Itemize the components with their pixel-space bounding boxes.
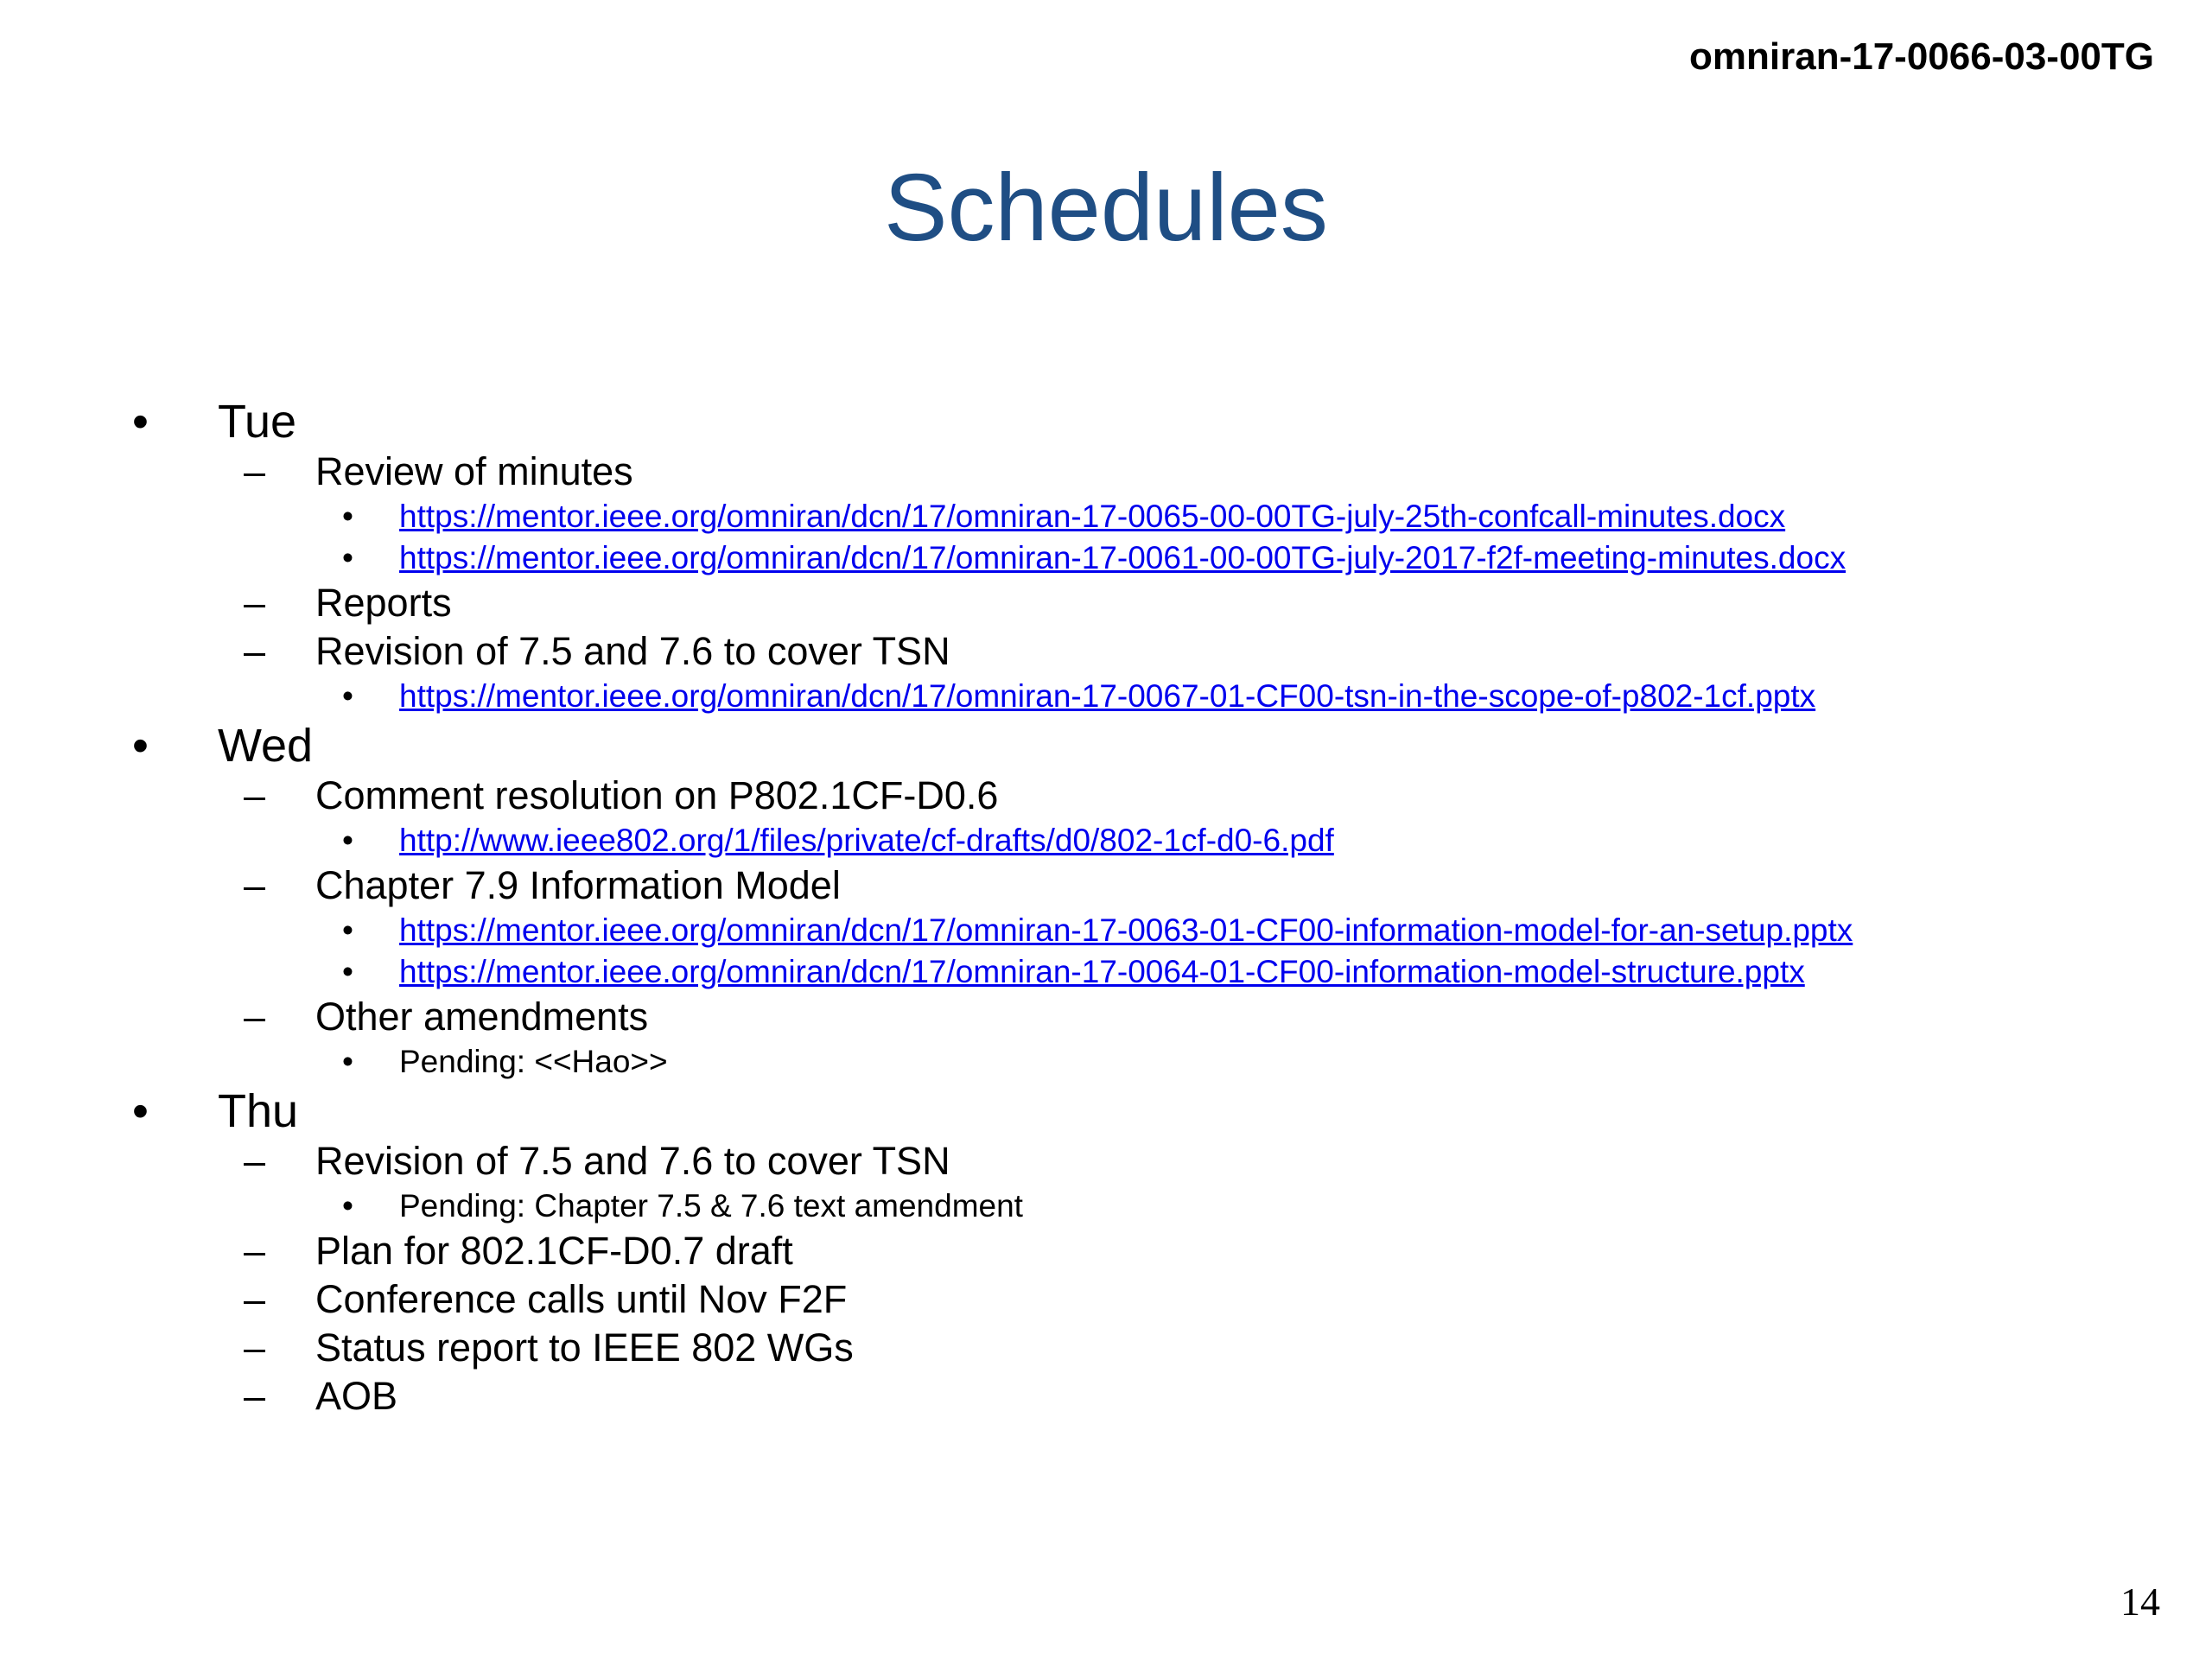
document-id: omniran-17-0066-03-00TG [1689, 35, 2154, 78]
agenda-item-text: Chapter 7.9 Information Model [315, 863, 841, 907]
bullet-marker: • [342, 1044, 353, 1079]
bullet-marker: • [132, 720, 149, 772]
agenda-item [0, 1374, 2212, 1419]
day-heading-thu [0, 1087, 2212, 1135]
bullet-marker: • [342, 912, 353, 948]
bullet-marker: • [132, 396, 149, 448]
document-link-item [0, 539, 2212, 577]
note-text: Pending: <<Hao>> [399, 1044, 668, 1079]
bullet-marker: • [342, 1188, 353, 1224]
bullet-marker: • [342, 499, 353, 534]
agenda-item-text: Revision of 7.5 and 7.6 to cover TSN [315, 629, 950, 673]
agenda-item [0, 629, 2212, 674]
slide-title: Schedules [884, 155, 1328, 261]
agenda-item-text: Plan for 802.1CF-D0.7 draft [315, 1229, 793, 1273]
agenda-item [0, 1277, 2212, 1322]
day-label: Wed [218, 720, 314, 772]
agenda-item [0, 1229, 2212, 1274]
bullet-marker: • [342, 678, 353, 714]
agenda-item-text: AOB [315, 1374, 398, 1418]
document-link[interactable]: https://mentor.ieee.org/omniran/dcn/17/omniran-17-0063-01-CF00-information-model-for-an-setup.pptx [399, 912, 1853, 948]
document-link-item [0, 953, 2212, 991]
dash-marker: – [244, 1277, 266, 1321]
dash-marker: – [244, 629, 266, 673]
dash-marker: – [244, 995, 266, 1039]
schedule-outline [0, 397, 2212, 1419]
document-link[interactable]: https://mentor.ieee.org/omniran/dcn/17/omniran-17-0064-01-CF00-information-model-structure.pptx [399, 954, 1805, 989]
bullet-marker: • [132, 1085, 149, 1137]
note-item [0, 1043, 2212, 1081]
agenda-item [0, 1325, 2212, 1370]
agenda-item-text: Reports [315, 581, 452, 625]
document-link-item [0, 912, 2212, 950]
note-item [0, 1187, 2212, 1225]
agenda-item-text: Other amendments [315, 995, 649, 1039]
dash-marker: – [244, 863, 266, 907]
dash-marker: – [244, 581, 266, 625]
document-link-item [0, 677, 2212, 715]
note-text: Pending: Chapter 7.5 & 7.6 text amendment [399, 1188, 1023, 1224]
bullet-marker: • [342, 823, 353, 858]
dash-marker: – [244, 449, 266, 493]
agenda-item [0, 863, 2212, 908]
day-heading-tue [0, 397, 2212, 446]
agenda-item [0, 449, 2212, 494]
agenda-item-text: Conference calls until Nov F2F [315, 1277, 848, 1321]
day-heading-wed [0, 721, 2212, 770]
agenda-item-text: Status report to IEEE 802 WGs [315, 1325, 854, 1370]
agenda-item [0, 581, 2212, 626]
dash-marker: – [244, 1374, 266, 1418]
agenda-item-text: Revision of 7.5 and 7.6 to cover TSN [315, 1139, 950, 1183]
agenda-item-text: Review of minutes [315, 449, 633, 493]
dash-marker: – [244, 773, 266, 817]
document-link[interactable]: http://www.ieee802.org/1/files/private/cf-drafts/d0/802-1cf-d0-6.pdf [399, 823, 1334, 858]
agenda-item [0, 1139, 2212, 1184]
agenda-item [0, 773, 2212, 818]
agenda-item-text: Comment resolution on P802.1CF-D0.6 [315, 773, 999, 817]
dash-marker: – [244, 1229, 266, 1273]
document-link[interactable]: https://mentor.ieee.org/omniran/dcn/17/omniran-17-0061-00-00TG-july-2017-f2f-meeting-minutes.docx [399, 540, 1847, 575]
day-label: Tue [218, 396, 297, 448]
document-link-item [0, 822, 2212, 860]
bullet-marker: • [342, 954, 353, 989]
page-number: 14 [2120, 1580, 2160, 1624]
dash-marker: – [244, 1139, 266, 1183]
document-link-item [0, 498, 2212, 536]
document-link[interactable]: https://mentor.ieee.org/omniran/dcn/17/omniran-17-0065-00-00TG-july-25th-confcall-minutes.docx [399, 499, 1786, 534]
document-link[interactable]: https://mentor.ieee.org/omniran/dcn/17/omniran-17-0067-01-CF00-tsn-in-the-scope-of-p802-1cf.pptx [399, 678, 1816, 714]
agenda-item [0, 995, 2212, 1039]
bullet-marker: • [342, 540, 353, 575]
dash-marker: – [244, 1325, 266, 1370]
day-label: Thu [218, 1085, 299, 1137]
